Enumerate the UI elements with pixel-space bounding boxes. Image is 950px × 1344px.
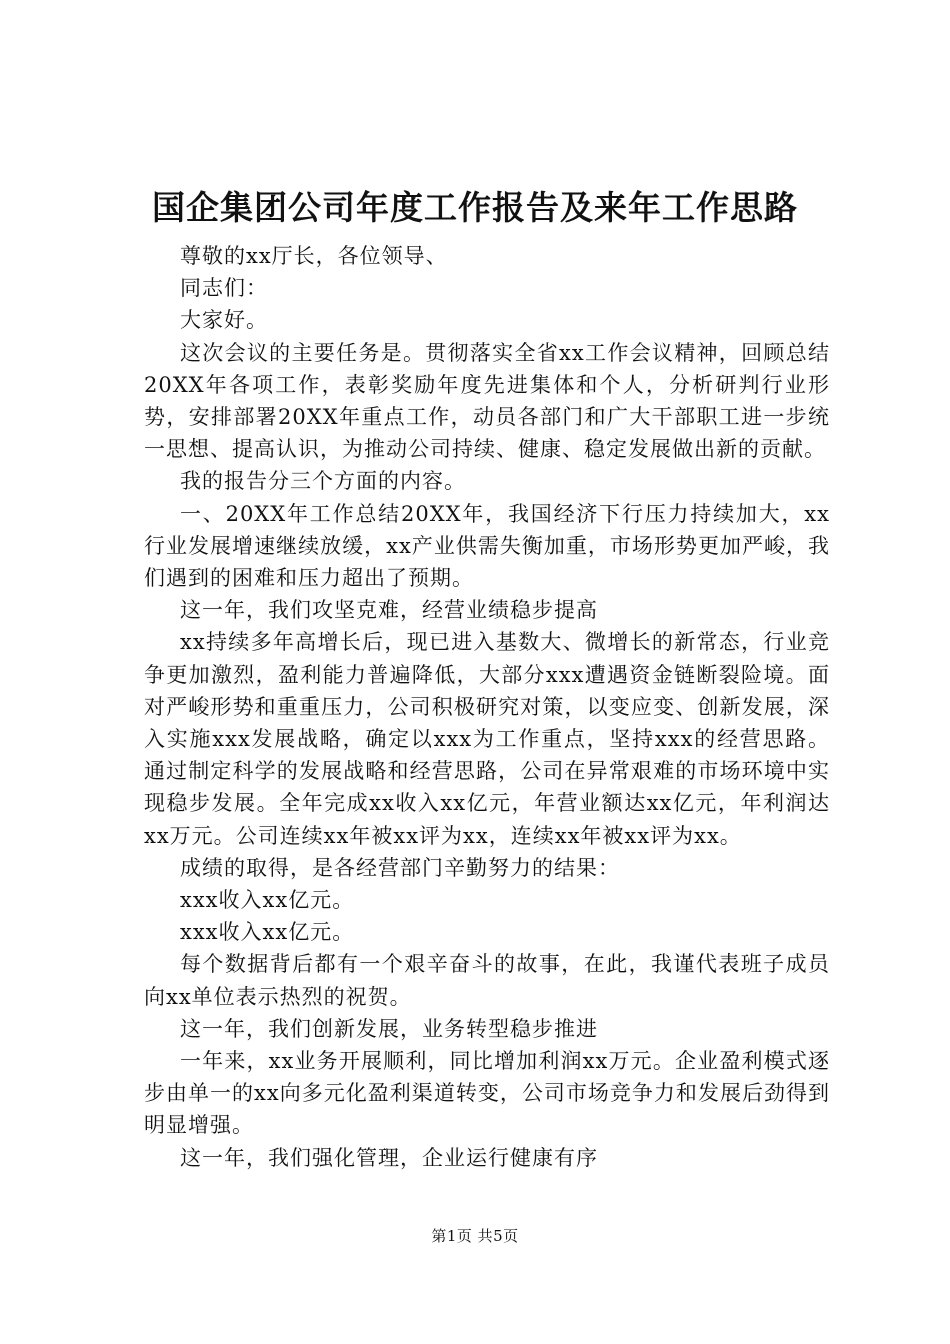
paragraph: 尊敬的xx厅长，各位领导、 xyxy=(180,244,448,268)
section-heading: 这一年，我们创新发展，业务转型稳步推进 xyxy=(180,1016,598,1041)
paragraph: 一年来，xx业务开展顺利，同比增加利润xx万元。企业盈利模式逐步由单一的xx向多元化盈利渠道转变，公司市场竞争力和发展后劲得到明显增强。 xyxy=(144,1049,830,1138)
paragraph: xxx收入xx亿元。 xyxy=(180,888,355,913)
paragraph: 我的报告分三个方面的内容。 xyxy=(180,469,466,494)
paragraph: 大家好。 xyxy=(180,308,268,333)
paragraph: 这次会议的主要任务是。贯彻落实全省xx工作会议精神，回顾总结20XX年各项工作，表彰奖励年度先进集体和个人，分析研判行业形势，安排部署20XX年重点工作，动员各部门和广大干部职工进一步统一思想、提高认识，为推动公司持续、健康、稳定发展做出新的贡献。 xyxy=(144,340,830,462)
paragraph: 成绩的取得，是各经营部门辛勤努力的结果： xyxy=(180,855,620,880)
page-number-footer: 第1页 共5页 xyxy=(431,1227,519,1245)
paragraph: 一、20XX年工作总结20XX年，我国经济下行压力持续加大，xx行业发展增速继续放缓，xx产业供需失衡加重，市场形势更加严峻，我们遇到的困难和压力超出了预期。 xyxy=(144,501,830,591)
paragraph: xx持续多年高增长后，现已进入基数大、微增长的新常态，行业竞争更加激烈，盈利能力普遍降低，大部分xxx遭遇资金链断裂险境。面对严峻形势和重重压力，公司积极研究对策，以变应变、创新发展，深入实施xxx发展战略，确定以xxx为工作重点，坚持xxx的经营思路。通过制定科学的发展战略和经营思路，公司在异常艰难的市场环境中实现稳步发展。全年完成xx收入xx亿元，年营业额达xx亿元，年利润达xx万元。公司连续xx年被xx评为xx，连续xx年被xx评为xx。 xyxy=(144,630,830,848)
paragraph: 同志们： xyxy=(180,276,268,301)
section-heading: 这一年，我们强化管理，企业运行健康有序 xyxy=(180,1145,598,1170)
paragraph: xxx收入xx亿元。 xyxy=(180,920,355,945)
section-heading: 这一年，我们攻坚克难，经营业绩稳步提高 xyxy=(180,598,598,623)
paragraph: 每个数据背后都有一个艰辛奋斗的故事，在此，我谨代表班子成员向xx单位表示热烈的祝贺。 xyxy=(144,952,830,1009)
document-title: 国企集团公司年度工作报告及来年工作思路 xyxy=(152,188,798,227)
document-body xyxy=(144,240,830,1174)
